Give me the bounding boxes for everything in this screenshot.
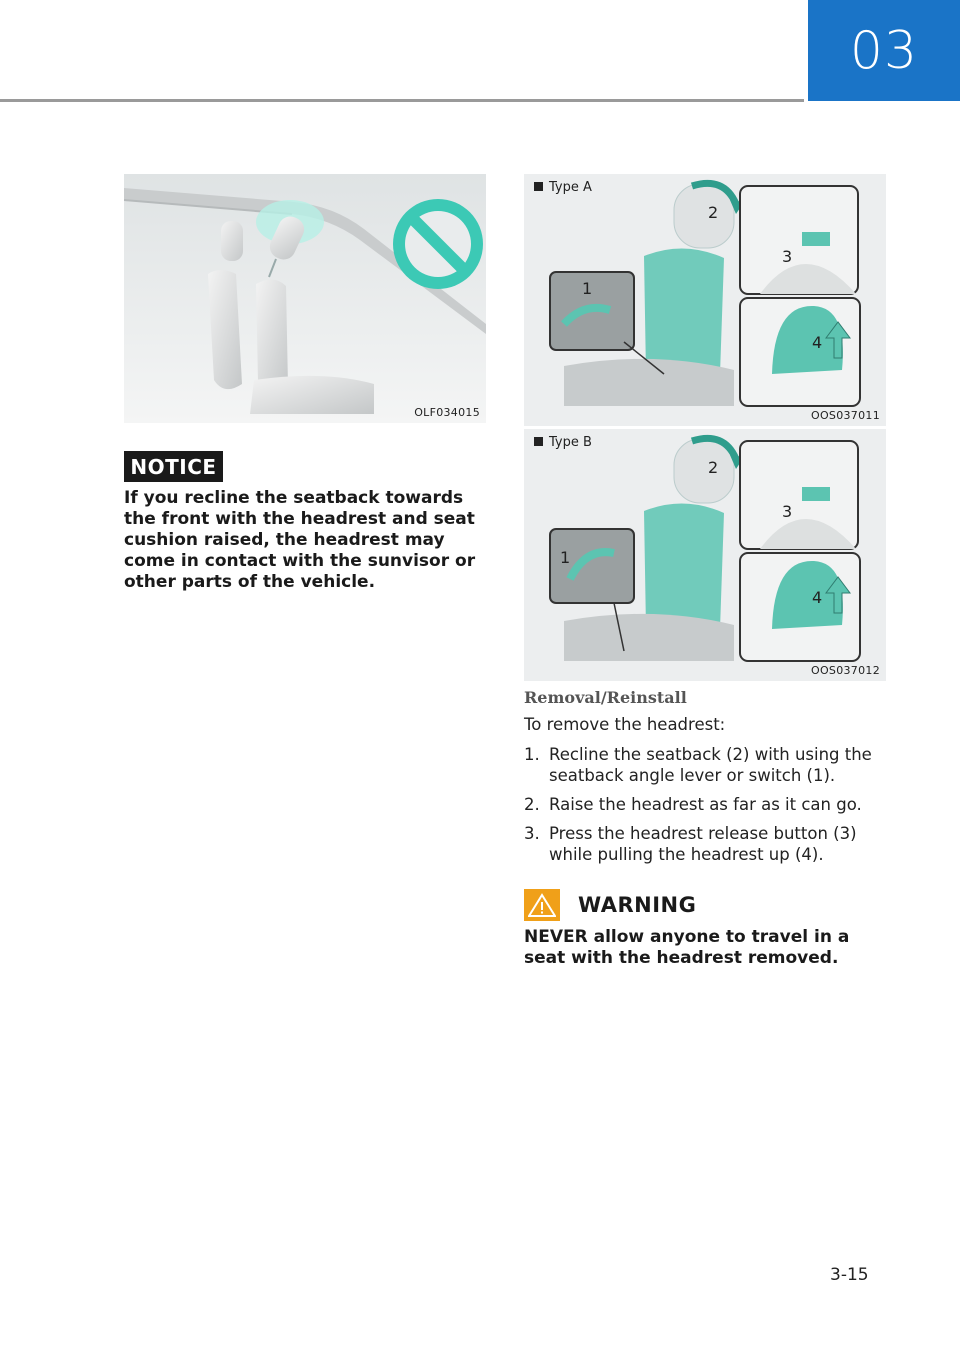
- callout-2: 2: [708, 203, 719, 222]
- notice-text: If you recline the seatback towards the front with the headrest and seat cushion raised, the headrest may come in contact with the sunvisor or other parts of the vehicle.: [124, 488, 476, 592]
- page-number: 3-15: [830, 1265, 869, 1285]
- figure-type-label: Type B: [534, 435, 592, 450]
- callout-4: 4: [812, 588, 823, 607]
- callout-1: 1: [560, 548, 571, 567]
- figure-type-label: Type A: [534, 180, 592, 195]
- warning-label: WARNING: [578, 893, 697, 917]
- callout-3: 3: [782, 247, 793, 266]
- steps-list: [524, 744, 894, 873]
- headrest-type-b-illustration: [524, 429, 886, 681]
- figure-type-b: [524, 429, 886, 681]
- figure-code: OLF034015: [414, 406, 480, 419]
- intro-text: To remove the headrest:: [524, 715, 726, 734]
- list-item: 3. Press the headrest release button (3) while pulling the headrest up (4).: [524, 824, 857, 864]
- list-item: 1. Recline the seatback (2) with using the seatback angle lever or switch (1).: [524, 745, 872, 785]
- warning-header: [524, 889, 696, 921]
- section-title: Removal/Reinstall: [524, 688, 687, 707]
- warning-text: NEVER allow anyone to travel in a seat with the headrest removed.: [524, 927, 850, 968]
- list-item: 2. Raise the headrest as far as it can go.: [524, 795, 862, 814]
- callout-1: 1: [582, 279, 593, 298]
- figure-type-a: [524, 174, 886, 426]
- seat-sunvisor-illustration: [124, 174, 486, 423]
- figure-code: OOS037012: [811, 664, 880, 677]
- callout-3: 3: [782, 502, 793, 521]
- chapter-tab: 03: [808, 0, 960, 101]
- headrest-type-a-illustration: [524, 174, 886, 426]
- figure-seat-sunvisor: [124, 174, 486, 423]
- warning-icon: [524, 889, 560, 921]
- header-rule: [0, 99, 804, 102]
- notice-badge: NOTICE: [124, 451, 223, 482]
- figure-code: OOS037011: [811, 409, 880, 422]
- callout-4: 4: [812, 333, 823, 352]
- callout-2: 2: [708, 458, 719, 477]
